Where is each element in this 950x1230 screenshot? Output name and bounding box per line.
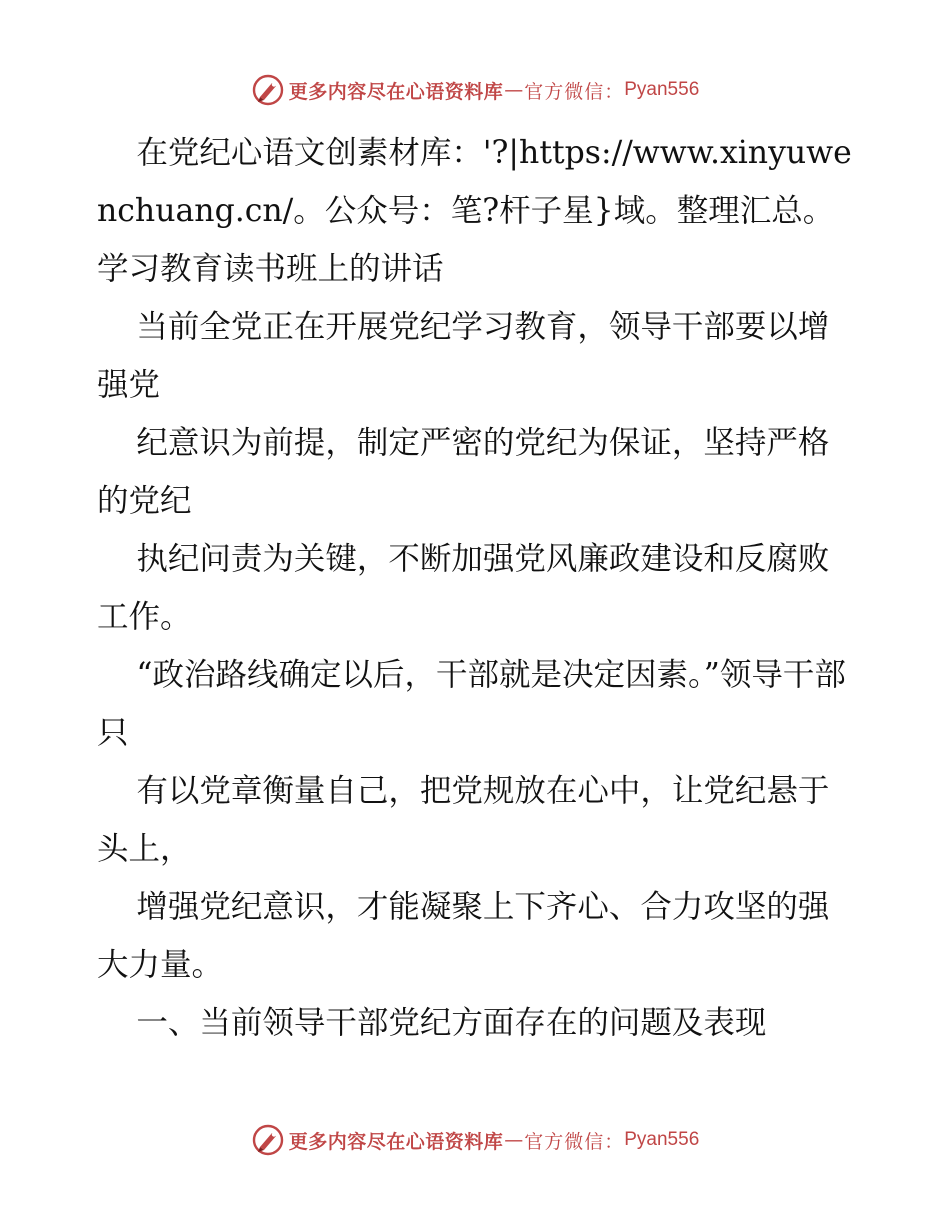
paragraph: 当前全党正在开展党纪学习教育，领导干部要以增强党 [97, 309, 830, 403]
banner-title: 更多内容尽在心语资料库 [288, 1130, 504, 1153]
banner-wechat-id: Pyan556 [624, 79, 700, 100]
pen-logo-icon [251, 1123, 285, 1157]
banner-title: 更多内容尽在心语资料库 [288, 80, 504, 103]
banner-wechat-id: Pyan556 [624, 1129, 700, 1150]
document-body [97, 124, 857, 1052]
pen-logo-icon [251, 73, 285, 107]
paragraph: 在党纪心语文创素材库：'?|https://www.xinyuwenchuang.cn/。公众号：笔?杆子星}域。整理汇总。学习教育读书班上的讲话 [97, 135, 852, 287]
section-heading: 一、当前领导干部党纪方面存在的问题及表现 [136, 1005, 767, 1041]
paragraph: 有以党章衡量自己，把党规放在心中，让党纪悬于头上， [97, 773, 830, 867]
banner-wechat-label: 官方微信： [524, 80, 625, 103]
banner-separator: — [504, 79, 524, 101]
paragraph: 增强党纪意识，才能凝聚上下齐心、合力攻坚的强大力量。 [97, 889, 830, 983]
paragraph: “政治路线确定以后，干部就是决定因素。”领导干部只 [97, 657, 846, 751]
paragraph: 纪意识为前提，制定严密的党纪为保证，坚持严格的党纪 [97, 425, 830, 519]
banner-separator: — [504, 1129, 524, 1151]
header-banner [0, 70, 950, 110]
paragraph: 执纪问责为关键，不断加强党风廉政建设和反腐败工作。 [97, 541, 830, 635]
footer-banner [0, 1120, 950, 1160]
banner-wechat-label: 官方微信： [524, 1130, 625, 1153]
